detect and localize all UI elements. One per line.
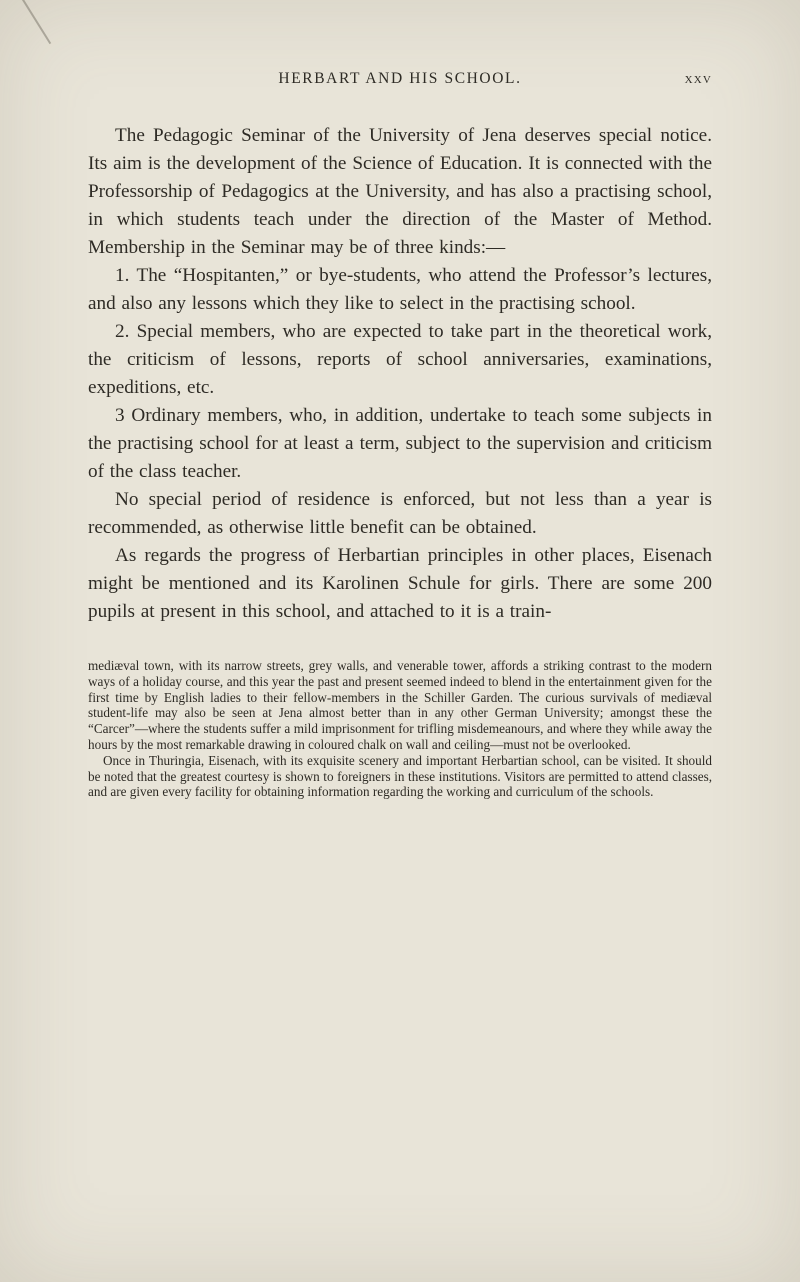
paragraph-eisenach: As regards the progress of Herbartian principles in other places, Eisenach might be mentioned and its Karolinen Schule for girls. There are some 200 pupils at present in this school, and attached to it is a train- [88, 545, 712, 622]
footnote-paragraph-continuation: mediæval town, with its narrow streets, grey walls, and venerable tower, affords a striking contrast to the modern ways of a holiday course, and this year the past and present seemed indeed to blend in the entertainment given for the first time by English ladies to their fellow-members in the Schiller Garden. The curious survivals of mediæval student-life may also be seen at Jena almost better than in any other German University; amongst these the “Carcer”—where the students suffer a mild imprisonment for trifling misdemeanours, and where they while away the hours by the most remarkable drawing in coloured chalk on wall and ceiling—must not be overlooked. [88, 658, 712, 752]
scan-artifact-mark [19, 0, 51, 44]
body-text [88, 122, 712, 626]
footnote-paragraph-thuringia: Once in Thuringia, Eisenach, with its exquisite scenery and important Herbartian school, can be visited. It should be noted that the greatest courtesy is shown to foreigners in these institutions. Visitors are permitted to attend classes, and are given every facility for obtaining information regarding the working and curriculum of the schools. [88, 752, 712, 800]
page-number: xxv [684, 70, 712, 87]
paragraph-item-2: 2. Special members, who are expected to take part in the theoretical work, the criticism of lessons, reports of school anniversaries, examinations, expeditions, etc. [88, 321, 712, 398]
page-header [88, 70, 712, 92]
footnote [88, 658, 712, 800]
paragraph-intro: The Pedagogic Seminar of the University of Jena deserves special notice. Its aim is the development of the Science of Education. It is connected with the Professorship of Pedagogics at the University, and has also a practising school, in which students teach under the direction of the Master of Method. Membership in the Seminar may be of three kinds:— [88, 125, 712, 258]
paragraph-residence: No special period of residence is enforced, but not less than a year is recommended, as otherwise little benefit can be obtained. [88, 489, 712, 538]
paragraph-item-1: 1. The “Hospitanten,” or bye-students, who attend the Professor’s lectures, and also any lessons which they like to select in the practising school. [88, 265, 712, 314]
paragraph-item-3: 3 Ordinary members, who, in addition, undertake to teach some subjects in the practising school for at least a term, subject to the supervision and criticism of the class teacher. [88, 405, 712, 482]
running-head-title: HERBART AND HIS SCHOOL. [278, 70, 522, 87]
